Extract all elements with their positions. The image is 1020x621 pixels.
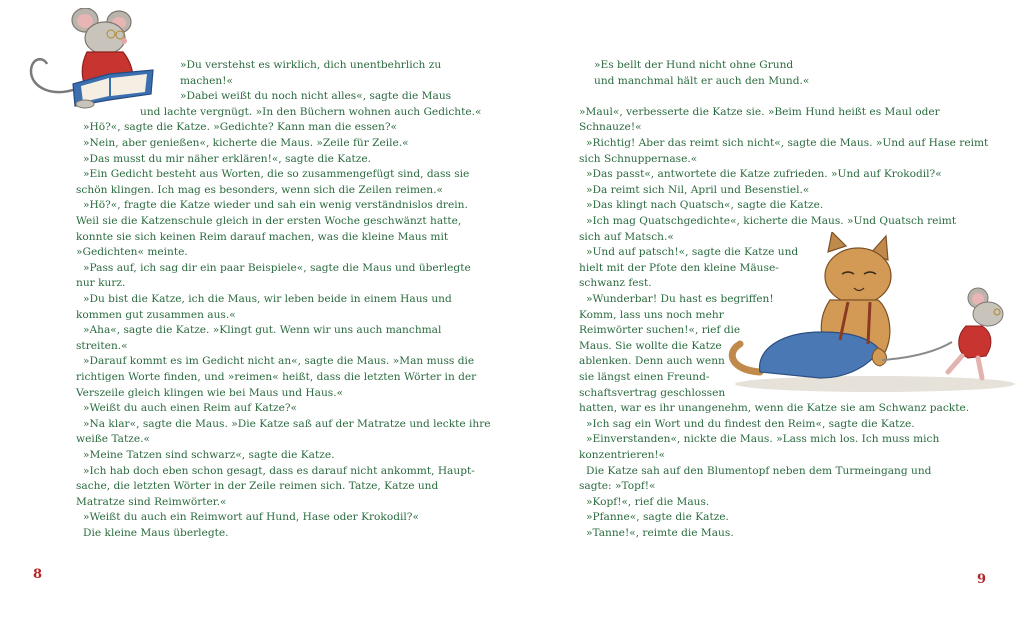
mouse-feet (76, 100, 94, 108)
text-line: »Ich mag Quatschgedichte«, kicherte die Maus. »Und Quatsch reimt (586, 215, 957, 227)
text-line: »Und auf patsch!«, sagte die Katze und (586, 246, 799, 259)
text-line: schaftsvertrag geschlossen (579, 386, 726, 399)
text-line: Verszeile gleich klingen wie bei Maus und Haus.« (76, 386, 344, 399)
text-line: »Das musst du mir näher erklären!«, sagte die Katze. (83, 152, 371, 165)
text-line: »Hö?«, sagte die Katze. »Gedichte? Kann man die essen?« (83, 121, 398, 134)
text-line: »Du bist die Katze, ich die Maus, wir leben beide in einem Haus und (83, 293, 452, 305)
page-number-right: 9 (977, 572, 987, 587)
small-mouse-legs (948, 356, 982, 378)
text-line: Weil sie die Katzenschule gleich in der ersten Woche geschwänzt hatte, (76, 215, 462, 227)
cat-tail (732, 344, 760, 372)
text-line: »Hö?«, fragte die Katze wieder und sah ein wenig verständnislos drein. (83, 199, 468, 212)
mouse-tail-held (882, 342, 952, 360)
text-line: »Weißt du auch einen Reim auf Katze?« (83, 402, 298, 415)
small-mouse-body (959, 326, 991, 358)
text-line: »Nein, aber genießen«, kicherte die Maus. »Zeile für Zeile.« (83, 137, 409, 149)
text-line: sich Schnuppernase.« (579, 152, 698, 165)
text-line: »Maul«, verbesserte die Katze sie. »Beim Hund heißt es Maul oder (579, 105, 940, 118)
text-line: Komm, lass uns noch mehr (579, 308, 724, 321)
text-line: richtigen Worte finden, und »reimen« heißt, dass die letzten Wörter in der (76, 371, 477, 383)
text-line: Reimwörter suchen!«, rief die (579, 324, 741, 337)
text-line: »Na klar«, sagte die Maus. »Die Katze saß auf der Matratze und leckte ihre (83, 417, 491, 430)
cat-overalls (760, 332, 880, 378)
text-line: Maus. Sie wollte die Katze (579, 339, 722, 352)
right-page (510, 0, 1020, 621)
text-line: »Tanne!«, reimte die Maus. (586, 527, 734, 539)
text-line: sie längst einen Freund- (579, 371, 710, 383)
cat-ear-left (828, 232, 846, 252)
text-line: »Das klingt nach Quatsch«, sagte die Katze. (586, 199, 824, 212)
text-line: streiten.« (76, 339, 128, 352)
text-line: »Ein Gedicht besteht aus Worten, die so zusammengefügt sind, dass sie (83, 168, 470, 181)
text-line: und lachte vergnügt. »In den Büchern wohnen auch Gedichte.« (140, 105, 482, 118)
text-line: »Du verstehst es wirklich, dich unentbehrlich zu (180, 59, 442, 71)
text-line: »Es bellt der Hund nicht ohne Grund (594, 59, 794, 71)
text-line: schön klingen. Ich mag es besonders, wenn sich die Zeilen reimen.« (76, 183, 443, 196)
text-line: Die Katze sah auf den Blumentopf neben dem Turmeingang und (586, 464, 932, 477)
text-line: nur kurz. (76, 277, 126, 290)
text-line: sich auf Matsch.« (579, 230, 674, 243)
text-line: Matratze sind Reimwörter.« (76, 495, 227, 508)
ground-shadow (735, 376, 1015, 392)
text-line: »Einverstanden«, nickte die Maus. »Lass mich los. Ich muss mich (586, 433, 940, 446)
text-line: Schnauze!« (579, 121, 642, 134)
mouse-head (85, 22, 125, 54)
text-line: »Richtig! Aber das reimt sich nicht«, sagte die Maus. »Und auf Hase reimt (586, 137, 989, 149)
text-line: »Dabei weißt du noch nicht alles«, sagte die Maus (180, 90, 452, 103)
text-line: ablenken. Denn auch wenn (579, 355, 725, 368)
cat-head (825, 248, 891, 304)
text-line: weiße Tatze.« (76, 433, 150, 446)
text-line: Die kleine Maus überlegte. (83, 527, 229, 539)
mouse-reading-book-illustration (25, 8, 165, 116)
text-line: hatten, war es ihr unangenehm, wenn die Katze sie am Schwanz packte. (579, 402, 970, 415)
text-line: »Pass auf, ich sag dir ein paar Beispiele«, sagte die Maus und überlegte (83, 261, 471, 274)
text-line: »Gedichten« meinte. (76, 246, 188, 259)
text-line: machen!« (180, 74, 233, 87)
text-line: und manchmal hält er auch den Mund.« (594, 74, 810, 87)
text-line: »Aha«, sagte die Katze. »Klingt gut. Wenn wir uns auch manchmal (83, 324, 442, 337)
text-line: »Das passt«, antwortete die Katze zufrieden. »Und auf Krokodil?« (586, 168, 942, 181)
text-line: sagte: »Topf!« (579, 480, 656, 493)
text-line: konzentrieren!« (579, 449, 666, 461)
text-line: »Meine Tatzen sind schwarz«, sagte die Katze. (83, 449, 335, 461)
text-line: »Ich sag ein Wort und du findest den Reim«, sagte die Katze. (586, 417, 915, 430)
text-line: »Ich hab doch eben schon gesagt, dass es darauf nicht ankommt, Haupt- (83, 464, 475, 477)
text-line: »Wunderbar! Du hast es begriffen! (586, 293, 774, 305)
text-line: kommen gut zusammen aus.« (76, 308, 236, 321)
text-line: konnte sie sich keinen Reim darauf machen, was die kleine Maus mit (76, 230, 449, 243)
text-line: »Da reimt sich Nil, April und Besenstiel.« (586, 183, 810, 196)
page-number-left: 8 (33, 567, 43, 582)
text-line: »Darauf kommt es im Gedicht nicht an«, sagte die Maus. »Man muss die (83, 355, 475, 368)
text-line: schwanz fest. (579, 277, 652, 290)
text-line: sache, die letzten Wörter in der Zeile reimen sich. Tatze, Katze und (76, 480, 439, 493)
text-line: hielt mit der Pfote den kleine Mäuse- (579, 261, 779, 274)
text-line: »Kopf!«, rief die Maus. (586, 495, 710, 508)
text-line: »Weißt du auch ein Reimwort auf Hund, Hase oder Krokodil?« (83, 511, 419, 524)
text-line: »Pfanne«, sagte die Katze. (586, 511, 729, 524)
